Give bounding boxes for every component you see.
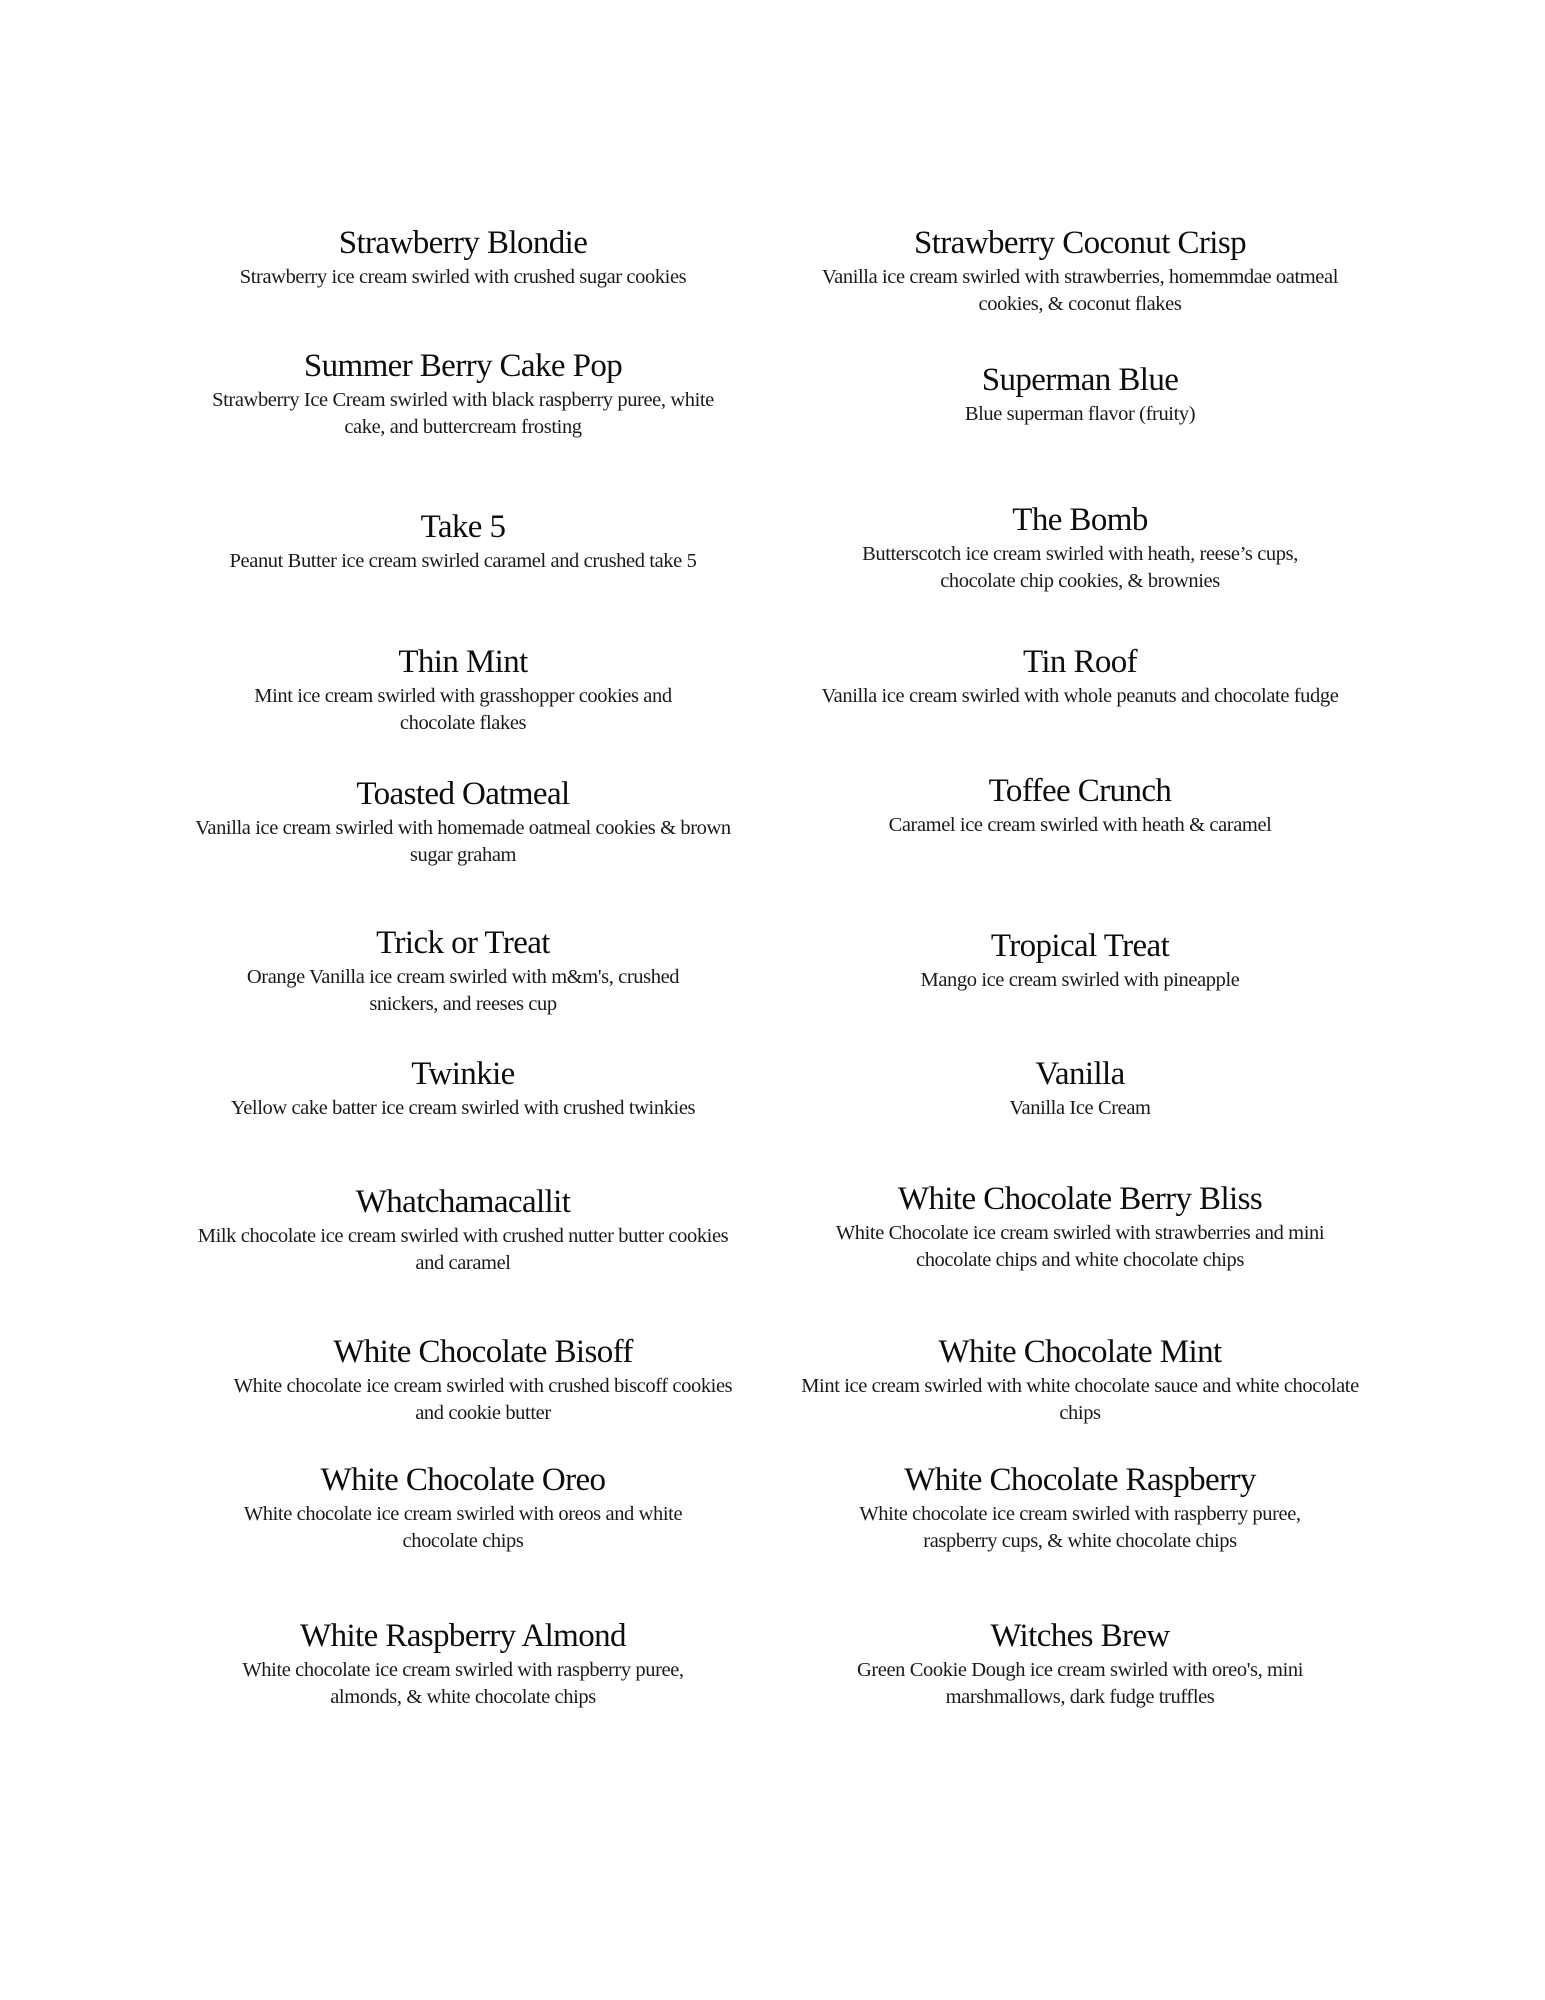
flavor-description: Orange Vanilla ice cream swirled with m&m's, crushed snickers, and reeses cup xyxy=(246,966,680,1015)
flavor-title: Thin Mint xyxy=(398,644,528,680)
menu-item xyxy=(183,775,743,869)
menu-item xyxy=(183,1617,743,1711)
flavor-title: Tropical Treat xyxy=(990,928,1170,964)
menu-item xyxy=(183,1461,743,1555)
flavor-description: White chocolate ice cream swirled with crushed biscoff cookies and cookie butter xyxy=(233,1375,733,1424)
flavor-description: Vanilla ice cream swirled with homemade oatmeal cookies & brown sugar graham xyxy=(195,817,731,866)
menu-item xyxy=(183,347,743,441)
menu-item xyxy=(183,224,743,291)
flavor-description: Milk chocolate ice cream swirled with crushed nutter butter cookies and caramel xyxy=(197,1225,729,1274)
menu-item xyxy=(183,643,743,737)
menu-item xyxy=(800,1461,1360,1555)
flavor-description: Mint ice cream swirled with grasshopper cookies and chocolate flakes xyxy=(254,685,672,734)
flavor-title: White Chocolate Oreo xyxy=(320,1462,606,1498)
flavor-description: Vanilla ice cream swirled with strawberries, homemmdae oatmeal cookies, & coconut flakes xyxy=(822,266,1338,315)
flavor-description: White chocolate ice cream swirled with raspberry puree, almonds, & white chocolate chips xyxy=(242,1659,684,1708)
menu-item xyxy=(183,508,743,575)
menu-item xyxy=(800,1333,1360,1427)
flavor-description: Mango ice cream swirled with pineapple xyxy=(920,969,1240,991)
flavor-title: Vanilla xyxy=(1035,1056,1125,1092)
flavor-description: Blue superman flavor (fruity) xyxy=(964,403,1196,425)
menu-item xyxy=(203,1333,763,1427)
menu-item xyxy=(800,927,1360,994)
flavor-description: Vanilla Ice Cream xyxy=(1009,1097,1151,1119)
menu-item xyxy=(800,643,1360,710)
flavor-description: Peanut Butter ice cream swirled caramel and crushed take 5 xyxy=(229,550,697,572)
flavor-title: White Chocolate Bisoff xyxy=(333,1334,633,1370)
menu-item xyxy=(800,224,1360,318)
flavor-title: Take 5 xyxy=(420,509,506,545)
flavor-title: Whatchamacallit xyxy=(355,1184,571,1220)
flavor-title: White Chocolate Raspberry xyxy=(904,1462,1256,1498)
menu-item xyxy=(800,361,1360,428)
menu-item xyxy=(800,1180,1360,1274)
flavor-description: White Chocolate ice cream swirled with strawberries and mini chocolate chips and white chocolate chips xyxy=(835,1222,1325,1271)
flavor-title: White Chocolate Berry Bliss xyxy=(897,1181,1263,1217)
flavor-description: Butterscotch ice cream swirled with heath, reese’s cups, chocolate chip cookies, & brownies xyxy=(862,543,1298,592)
flavor-description: Caramel ice cream swirled with heath & caramel xyxy=(888,814,1272,836)
menu-item xyxy=(183,1055,743,1122)
flavor-description: Strawberry Ice Cream swirled with black raspberry puree, white cake, and buttercream frosting xyxy=(212,389,714,438)
menu-item xyxy=(183,1183,743,1277)
flavor-description: White chocolate ice cream swirled with raspberry puree, raspberry cups, & white chocolate chips xyxy=(859,1503,1301,1552)
menu-item xyxy=(800,772,1360,839)
menu-item xyxy=(800,1617,1360,1711)
flavor-title: White Raspberry Almond xyxy=(300,1618,626,1654)
flavor-description: Green Cookie Dough ice cream swirled with oreo's, mini marshmallows, dark fudge truffles xyxy=(856,1659,1304,1708)
flavor-title: The Bomb xyxy=(1012,502,1148,538)
flavor-description: Vanilla ice cream swirled with whole peanuts and chocolate fudge xyxy=(821,685,1339,707)
flavor-title: Summer Berry Cake Pop xyxy=(303,348,623,384)
flavor-description: Mint ice cream swirled with white chocolate sauce and white chocolate chips xyxy=(801,1375,1359,1424)
flavor-title: Superman Blue xyxy=(981,362,1179,398)
flavor-title: Toffee Crunch xyxy=(988,773,1172,809)
flavor-title: Strawberry Blondie xyxy=(338,225,588,261)
flavor-description: White chocolate ice cream swirled with oreos and white chocolate chips xyxy=(243,1503,683,1552)
flavor-title: Toasted Oatmeal xyxy=(356,776,570,812)
menu-item xyxy=(183,924,743,1018)
flavor-title: Strawberry Coconut Crisp xyxy=(913,225,1247,261)
menu-item xyxy=(800,501,1360,595)
flavor-title: White Chocolate Mint xyxy=(938,1334,1222,1370)
flavor-title: Twinkie xyxy=(411,1056,515,1092)
flavor-description: Yellow cake batter ice cream swirled with crushed twinkies xyxy=(230,1097,696,1119)
flavor-title: Trick or Treat xyxy=(376,925,550,961)
menu-item xyxy=(800,1055,1360,1122)
flavor-title: Witches Brew xyxy=(990,1618,1170,1654)
flavor-title: Tin Roof xyxy=(1022,644,1138,680)
flavor-description: Strawberry ice cream swirled with crushed sugar cookies xyxy=(239,266,687,288)
